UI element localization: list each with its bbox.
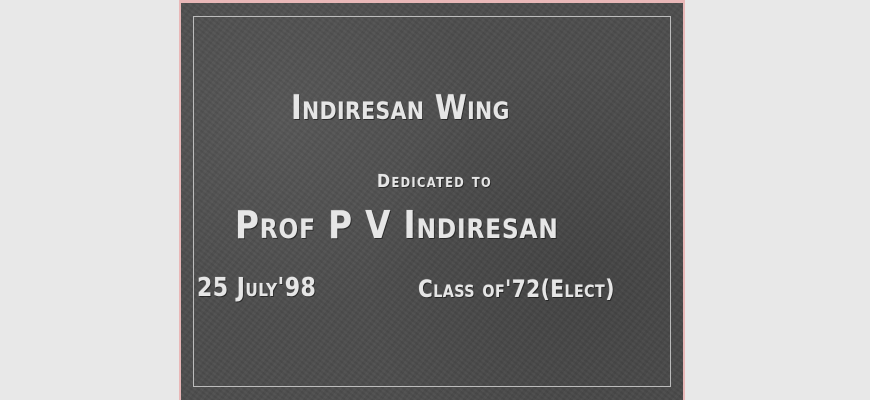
dedication-line: Dedicated to: [377, 171, 493, 192]
stone-plaque: [181, 3, 683, 400]
class-line: Class of'72(Elect): [418, 275, 615, 303]
honoree-name: Prof P V Indiresan: [235, 203, 559, 247]
plaque-inner-border: [193, 16, 671, 387]
dedication-date: 25 July'98: [197, 273, 317, 303]
plaque-title: Indiresan Wing: [291, 88, 510, 128]
